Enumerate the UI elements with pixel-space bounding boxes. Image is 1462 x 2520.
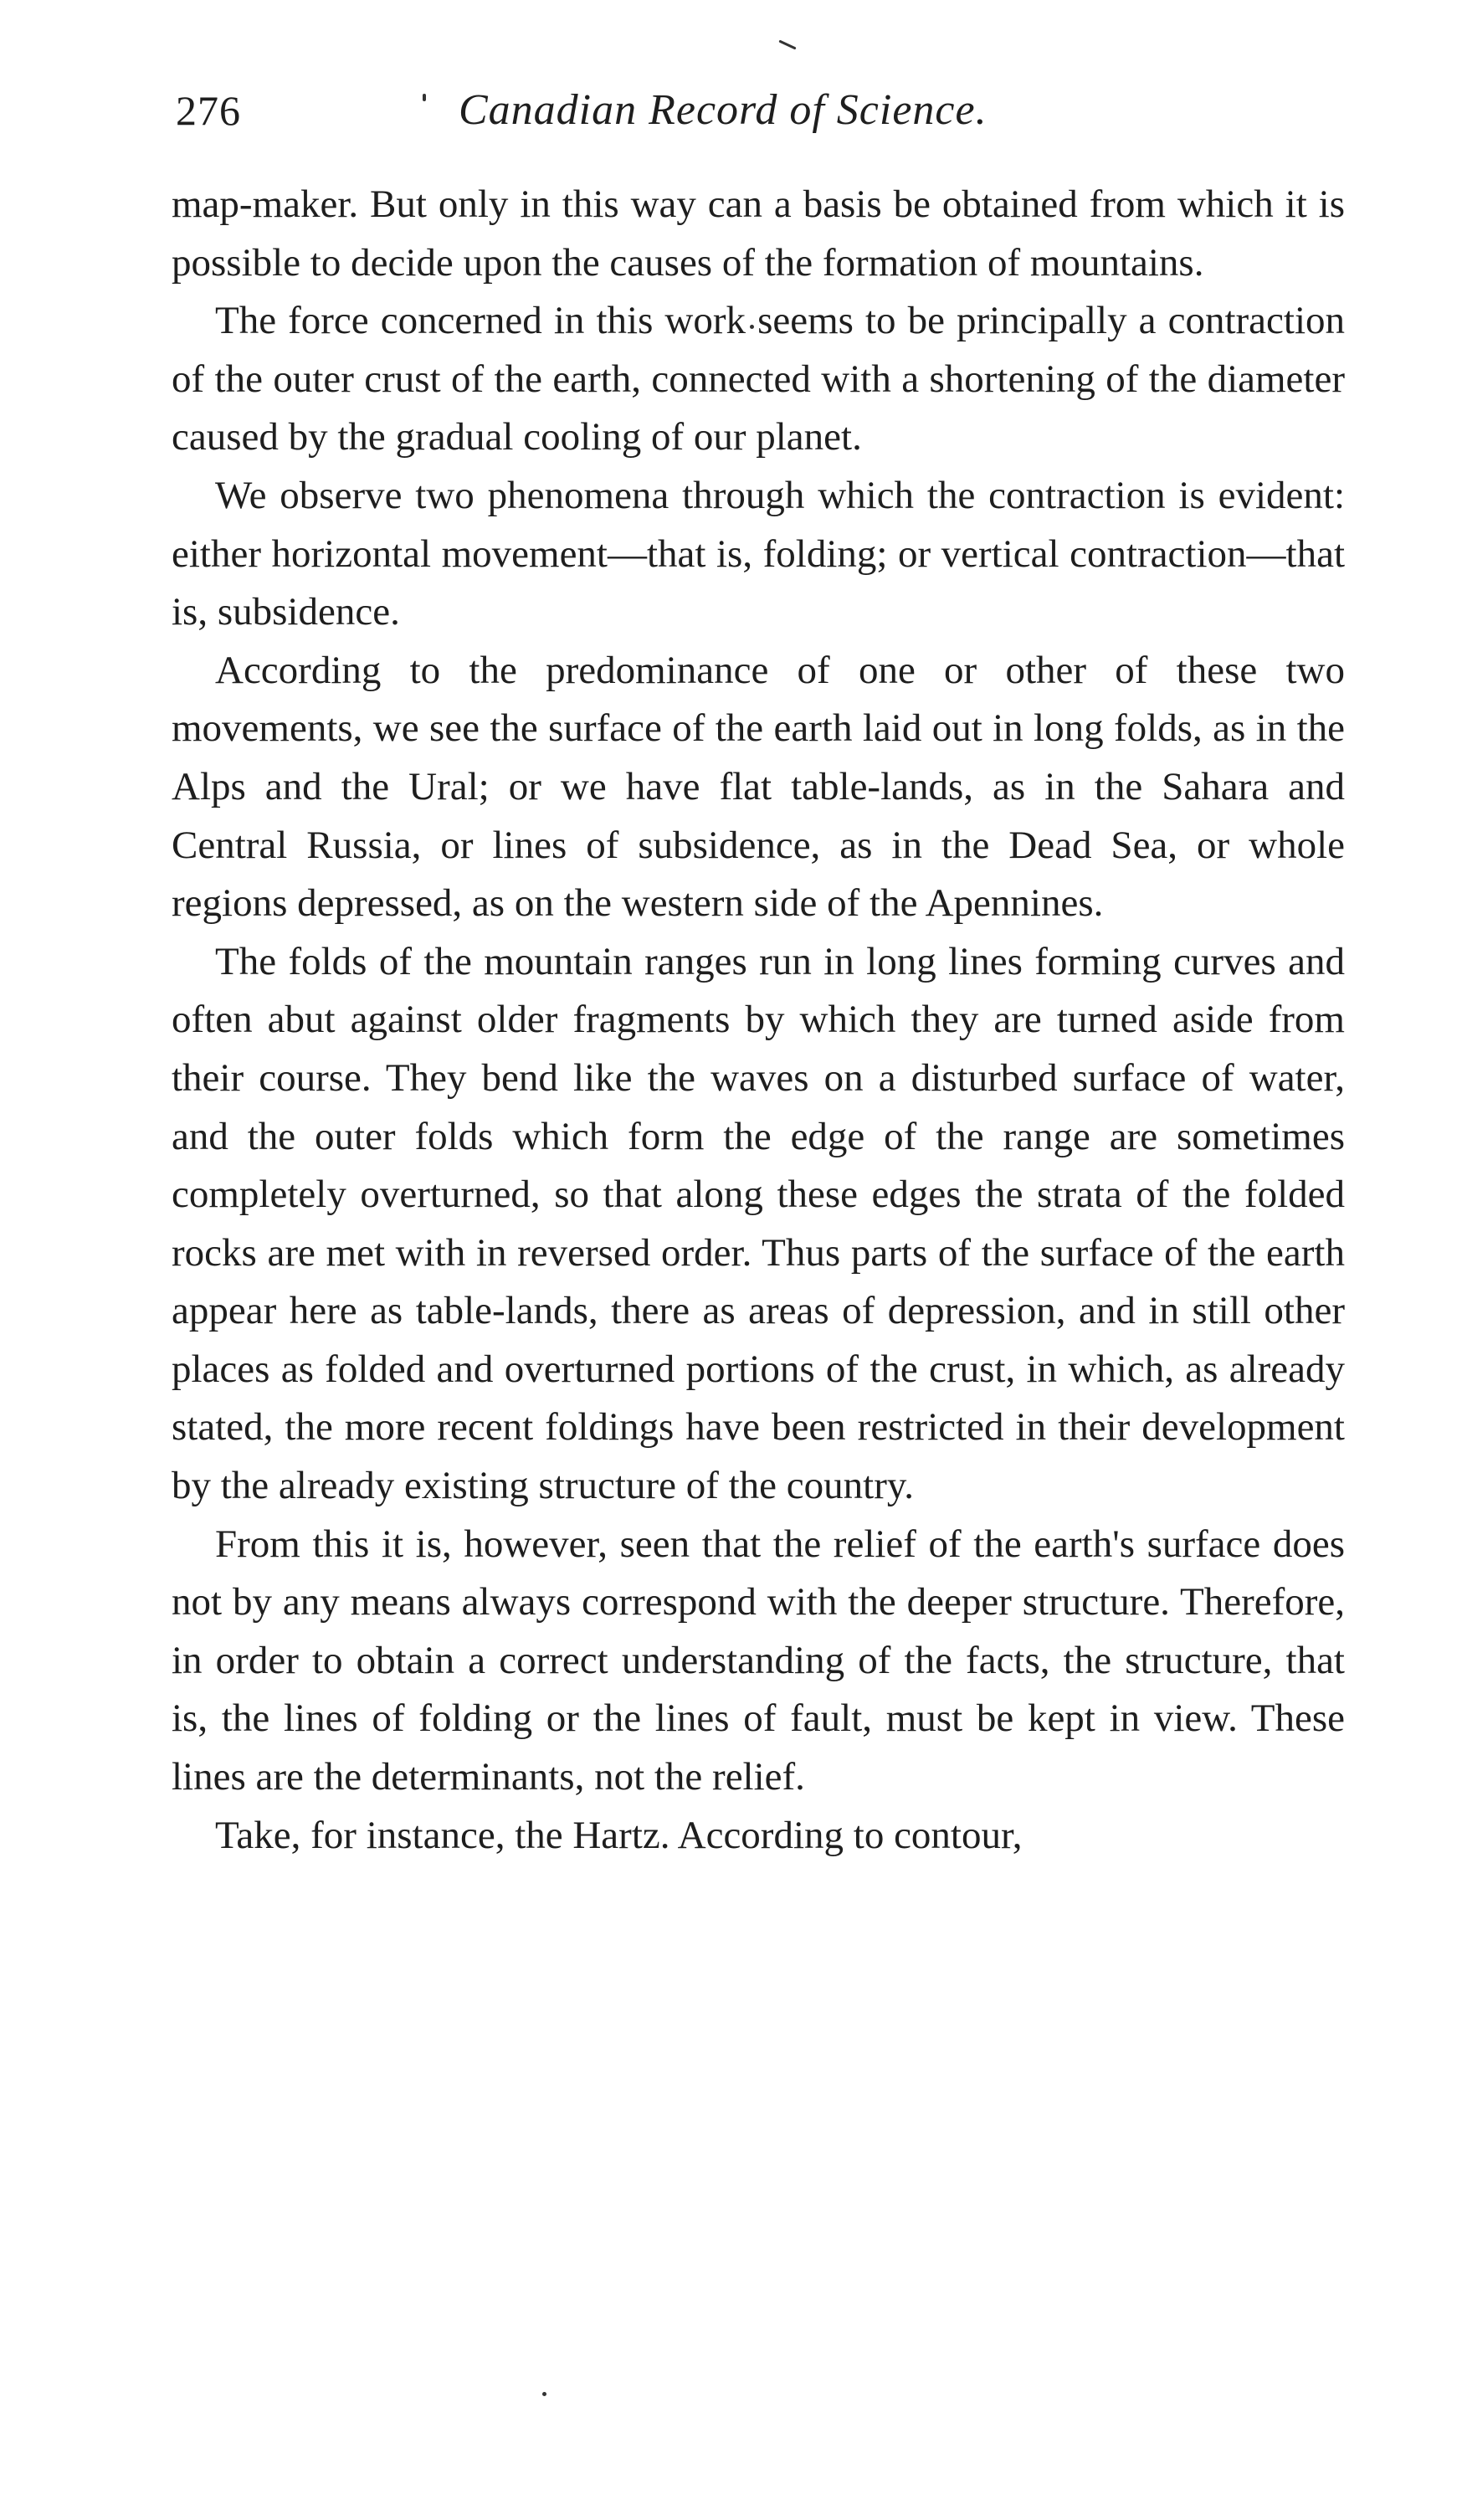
paragraph: We observe two phenomena through which the contraction is evident: either horizontal movement—that is, folding; or vertical contraction—that is, subsidence. — [172, 473, 1345, 634]
paragraph: From this it is, however, seen that the relief of the earth's surface does not by any means always correspond with the deeper structure. Therefore, in order to obtain a correct understanding of the facts, the structure, that is, the lines of folding or the lines of fault, must be kept in view. These lines are the determinants, not the relief. — [172, 1522, 1345, 1799]
paragraph: The folds of the mountain ranges run in long lines forming curves and often abut against older fragments by which they are turned aside from their course. They bend like the waves on a disturbed surface of water, and the outer folds which form the edge of the range are sometimes completely overturned, so that along these edges the strata of the folded rocks are met with in reversed order. Thus parts of the surface of the earth appear here as table-lands, there as areas of depression, and in still other places as folded and overturned portions of the crust, in which, as already stated, the more recent foldings have been restricted in their development by the already existing structure of the country. — [172, 939, 1345, 1508]
running-title: Canadian Record of Science. — [459, 86, 987, 134]
print-speck — [778, 39, 796, 49]
page-header — [176, 77, 1347, 144]
paragraph: Take, for instance, the Hartz. According to contour, — [215, 1813, 1023, 1857]
paragraph: map-maker. But only in this way can a basis be obtained from which it is possible to decide upon the causes of the formation of mountains. — [172, 182, 1345, 285]
paragraph: According to the predominance of one or other of these two movements, we see the surface of the earth laid out in long folds, as in the Alps and the Ural; or we have flat table-lands, as in the Sahara and Central Russia, or lines of subsidence, as in the Dead Sea, or whole regions depressed, as on the western side of the Apennines. — [172, 648, 1345, 926]
print-speck — [542, 2392, 546, 2396]
paragraph: The force concerned in this work seems to be principally a contraction of the outer crust of the earth, connected with a shortening of the diameter caused by the gradual cooling of our planet. — [172, 299, 1345, 459]
page-number: 276 — [176, 87, 241, 134]
body-text — [172, 176, 1345, 1865]
